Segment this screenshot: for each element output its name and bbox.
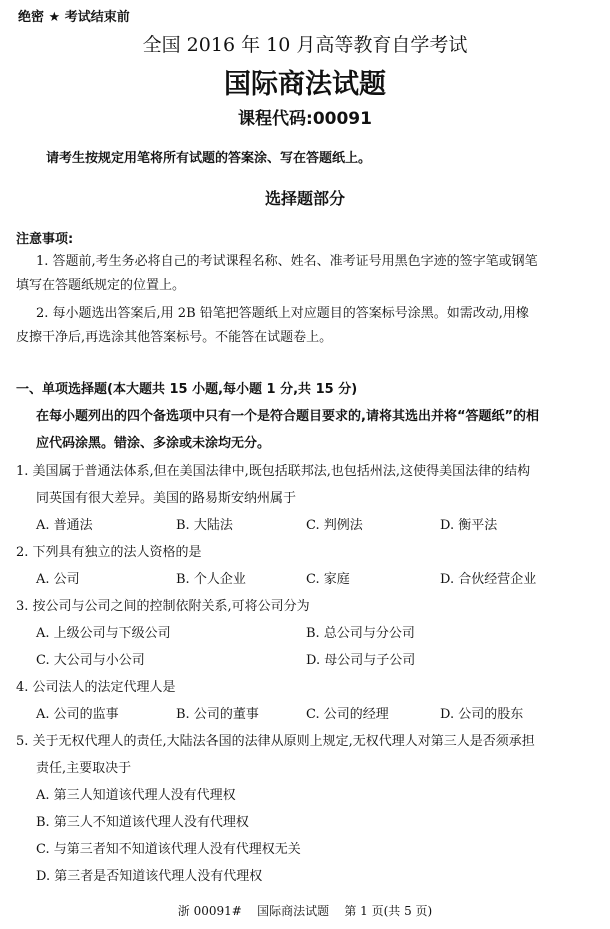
secret-label: 绝密 ★ 考试结束前	[18, 10, 130, 25]
part-1-heading: 一、单项选择题(本大题共 15 小题,每小题 1 分,共 15 分)	[16, 382, 358, 397]
answer-instruction: 请考生按规定用笔将所有试题的答案涂、写在答题纸上。	[46, 151, 372, 166]
q3-option-b: B. 总公司与分公司	[306, 626, 415, 641]
q5-option-d: D. 第三者是否知道该代理人没有代理权	[36, 869, 263, 884]
q1-option-d: D. 衡平法	[440, 518, 498, 533]
part-1-desc-line-2: 应代码涂黑。错涂、多涂或未涂均无分。	[36, 436, 271, 451]
q5-option-a: A. 第三人知道该代理人没有代理权	[36, 788, 236, 803]
q2-option-c: C. 家庭	[306, 572, 350, 587]
q3-stem: 3. 按公司与公司之间的控制依附关系,可将公司分为	[16, 599, 310, 614]
q2-option-d: D. 合伙经营企业	[440, 572, 537, 587]
q1-stem-line-1: 1. 美国属于普通法体系,但在美国法律中,既包括联邦法,也包括州法,这使得美国法律的结构	[16, 464, 531, 479]
q3-option-d: D. 母公司与子公司	[306, 653, 416, 668]
q2-option-a: A. 公司	[36, 572, 80, 587]
course-code: 课程代码:00091	[238, 109, 372, 129]
note-2-line-2: 皮擦干净后,再选涂其他答案标号。不能答在试题卷上。	[16, 330, 333, 345]
q2-option-b: B. 个人企业	[176, 572, 246, 587]
q4-option-d: D. 公司的股东	[440, 707, 524, 722]
q1-option-b: B. 大陆法	[176, 518, 233, 533]
part-1-desc-line-1: 在每小题列出的四个备选项中只有一个是符合题目要求的,请将其选出并将“答题纸”的相	[36, 409, 540, 424]
exam-title: 全国 2016 年 10 月高等教育自学考试	[142, 34, 468, 56]
q4-option-c: C. 公司的经理	[306, 707, 389, 722]
q5-option-c: C. 与第三者知不知道该代理人没有代理权无关	[36, 842, 301, 857]
q5-stem-line-1: 5. 关于无权代理人的责任,大陆法各国的法律从原则上规定,无权代理人对第三人是否须承担	[16, 734, 535, 749]
q4-option-b: B. 公司的董事	[176, 707, 259, 722]
q3-option-c: C. 大公司与小公司	[36, 653, 145, 668]
q3-option-a: A. 上级公司与下级公司	[36, 626, 171, 641]
q1-option-a: A. 普通法	[36, 518, 93, 533]
note-2-line-1: 2. 每小题选出答案后,用 2B 铅笔把答题纸上对应题目的答案标号涂黑。如需改动,用橡	[36, 306, 529, 321]
q5-option-b: B. 第三人不知道该代理人没有代理权	[36, 815, 249, 830]
section-title: 选择题部分	[264, 189, 345, 208]
q1-stem-line-2: 同英国有很大差异。美国的路易斯安纳州属于	[36, 491, 297, 506]
q4-option-a: A. 公司的监事	[36, 707, 119, 722]
note-1-line-1: 1. 答题前,考生务必将自己的考试课程名称、姓名、准考证号用黑色字迹的签字笔或钢笔	[36, 254, 538, 269]
q4-stem: 4. 公司法人的法定代理人是	[16, 680, 176, 695]
q5-stem-line-2: 责任,主要取决于	[36, 761, 132, 776]
paper-title: 国际商法试题	[224, 69, 386, 100]
page-footer: 浙 00091# 国际商法试题 第 1 页(共 5 页)	[177, 904, 433, 918]
notes-title: 注意事项:	[16, 232, 74, 247]
note-1-line-2: 填写在答题纸规定的位置上。	[16, 278, 186, 293]
q1-option-c: C. 判例法	[306, 518, 363, 533]
q2-stem: 2. 下列具有独立的法人资格的是	[16, 545, 202, 560]
